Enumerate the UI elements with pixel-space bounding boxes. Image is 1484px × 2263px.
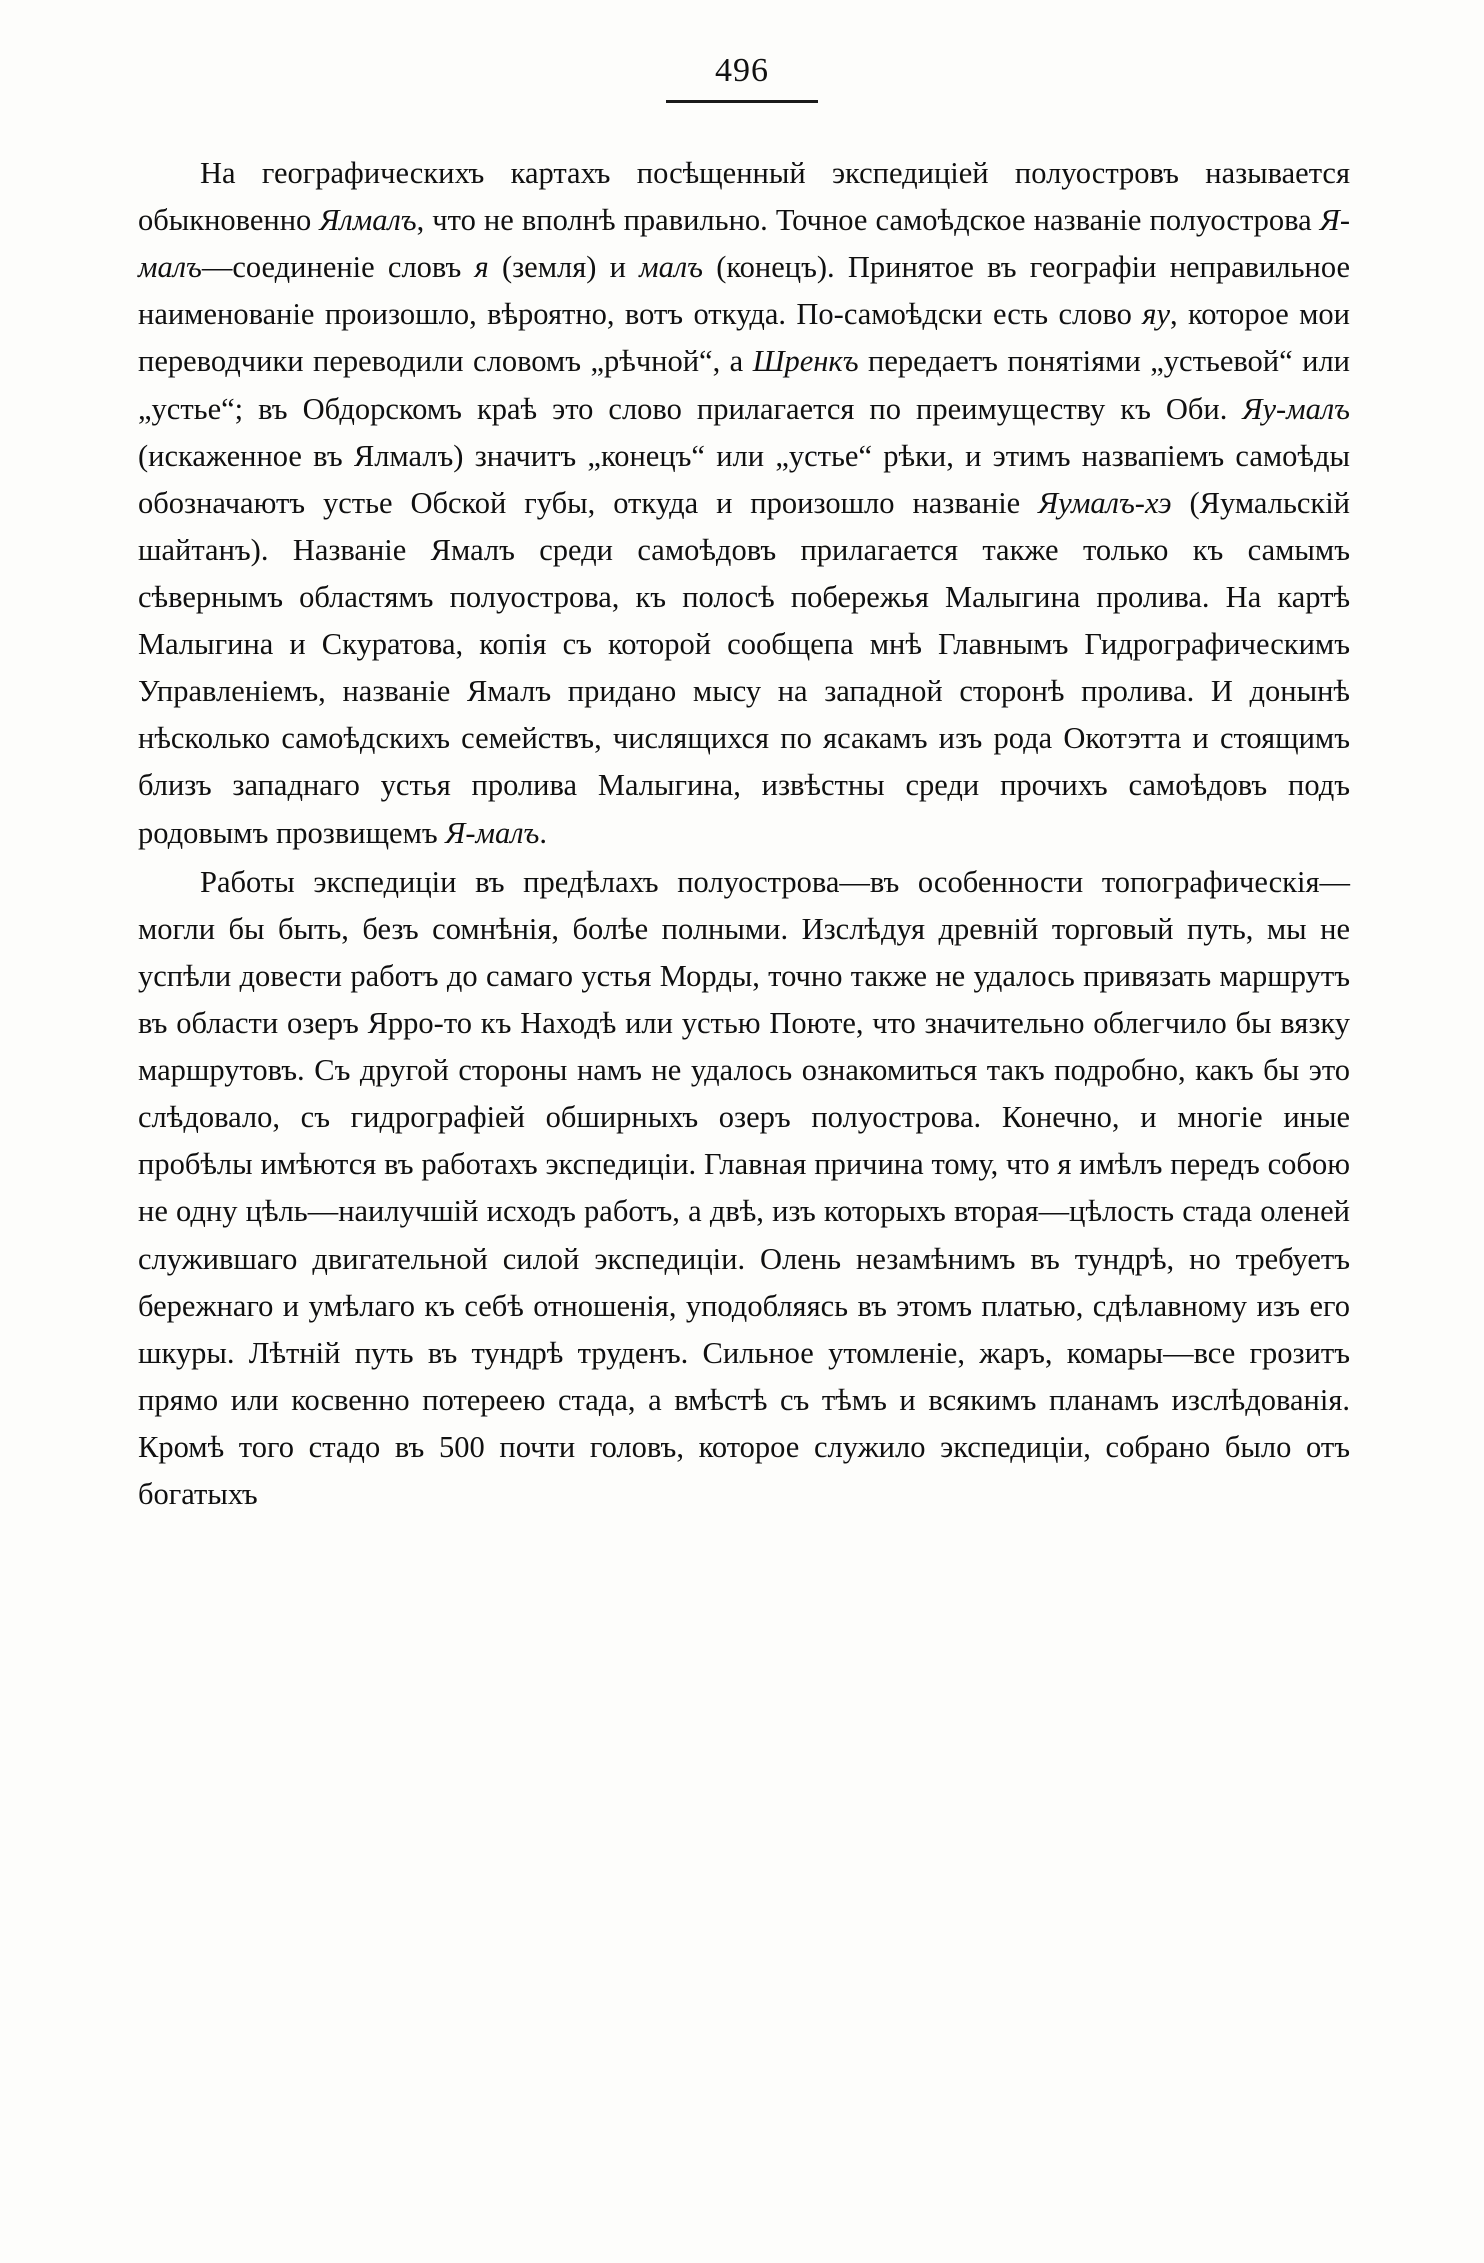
paragraph-1: На географическихъ картахъ посѣщенный экспедиціей полуостровъ называется обыкновенно Ялмалъ, что не вполнѣ правильно. Точное самоѣдское названіе полуострова Я-малъ—соединеніе словъ я (земля) и малъ (конецъ). Принятое въ географіи неправильное наименованіе произошло, вѣроятно, вотъ откуда. По-самоѣдски есть слово яу, которое мои переводчики переводили словомъ „рѣчной“, а Шренкъ передаетъ понятіями „устьевой“ или „устье“; въ Обдорскомъ краѣ это слово прилагается по преимуществу къ Оби. Яу-малъ (искаженное въ Ялмалъ) значитъ „конецъ“ или „устье“ рѣки, и этимъ назвапіемъ самоѣды обозначаютъ устье Обской губы, откуда и произошло названіе Яумалъ-хэ (Яумальскій шайтанъ). Названіе Ямалъ среди самоѣдовъ прилагается также только къ самымъ сѣвернымъ областямъ полуострова, къ полосѣ побережья Малыгина пролива. На картѣ Малыгина и Скуратова, копія съ которой сообщепа мнѣ Главнымъ Гидрографическимъ Управленіемъ, названіе Ямалъ придано мысу на западной сторонѣ пролива. И донынѣ нѣсколько самоѣдскихъ семействъ, числящихся по ясакамъ изъ рода Окотэтта и стоящимъ близъ западнаго устья пролива Малыгина, извѣстны среди прочихъ самоѣдовъ подъ родовымъ прозвищемъ Я-малъ. [138,156,1351,850]
header-rule [666,100,818,103]
paragraph-2: Работы экспедиціи въ предѣлахъ полуострова—въ особенности топографическія—могли бы быть, безъ сомнѣнія, болѣе полными. Изслѣдуя древній торговый путь, мы не успѣли довести работъ до самаго устья Морды, точно также не удалось привязать маршрутъ въ области озеръ Ярро-то къ Находѣ или устью Поюте, что значительно облегчило бы вязку маршрутовъ. Съ другой стороны намъ не удалось ознакомиться такъ подробно, какъ бы это слѣдовало, съ гидрографіей обширныхъ озеръ полуострова. Конечно, и многіе иные пробѣлы имѣются въ работахъ экспедиціи. Главная причина тому, что я имѣлъ передъ собою не одну цѣль—наилучшій исходъ работъ, а двѣ, изъ которыхъ вторая—цѣлость стада оленей служившаго двигательной силой экспедиціи. Олень незамѣнимъ въ тундрѣ, но требуетъ бережнаго и умѣлаго къ себѣ отношенія, уподобляясь въ этомъ платью, сдѣлавному изъ его шкуры. Лѣтній путь въ тундрѣ труденъ. Сильное утомленіе, жаръ, комары—все грозитъ прямо или косвенно потереею стада, а вмѣстѣ съ тѣмъ и всякимъ планамъ изслѣдованія. Кромѣ того стадо въ 500 почти головъ, которое служило экспедиціи, собрано было отъ богатыхъ [138,864,1350,1512]
page-header [0,52,1484,103]
page-body [138,150,1350,1518]
page-number: 496 [715,52,769,89]
